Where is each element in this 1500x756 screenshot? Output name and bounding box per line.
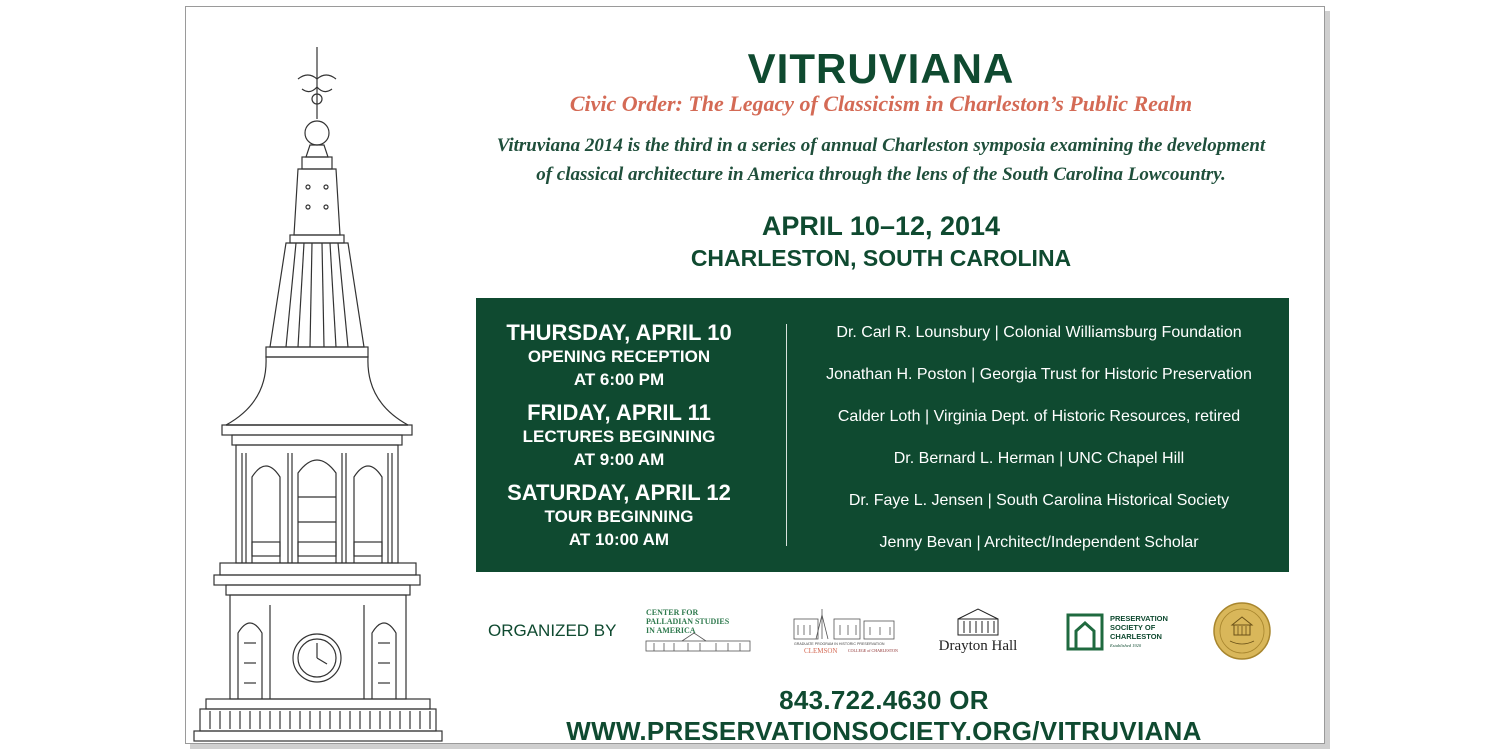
preservation-line-1: PRESERVATION xyxy=(1110,614,1168,623)
event-subtitle: Civic Order: The Legacy of Classicism in Charleston’s Public Realm xyxy=(569,91,1193,116)
palladian-studies-logo xyxy=(642,605,754,655)
speaker-item: Dr. Carl R. Lounsbury | Colonial Williamsburg Foundation xyxy=(836,324,1242,341)
speaker-item: Jenny Bevan | Architect/Independent Scholar xyxy=(879,534,1199,551)
event-intro xyxy=(486,131,1276,189)
schedule-item-saturday xyxy=(476,480,762,551)
speaker-item: Dr. Bernard L. Herman | UNC Chapel Hill xyxy=(893,450,1185,467)
clemson-program-text: GRADUATE PROGRAM IN HISTORIC PRESERVATION xyxy=(794,642,885,646)
preservation-line-2: SOCIETY OF xyxy=(1110,623,1156,632)
charleston-college-text: COLLEGE of CHARLESTON xyxy=(848,648,898,653)
clemson-text: CLEMSON xyxy=(804,647,838,655)
event-dates: APRIL 10–12, 2014 xyxy=(761,211,1001,241)
schedule-day: FRIDAY, APRIL 11 xyxy=(527,400,711,425)
schedule-divider xyxy=(786,324,787,546)
organized-by-label: ORGANIZED BY xyxy=(488,621,617,640)
intro-line-2: of classical architecture in America through the lens of the South Carolina Lowcountry. xyxy=(536,164,1226,185)
contact-line: 843.722.4630 OR WWW.PRESERVATIONSOCIETY.ORG/VITRUVIANA xyxy=(566,685,1202,744)
schedule-time: AT 9:00 AM xyxy=(573,450,665,469)
palladian-line-2: PALLADIAN STUDIES xyxy=(646,617,730,626)
speaker-item: Jonathan H. Poston | Georgia Trust for Historic Preservation xyxy=(826,366,1252,383)
flyer-card xyxy=(185,6,1325,744)
palladian-line-1: CENTER FOR xyxy=(646,608,699,617)
clemson-charleston-logo xyxy=(790,605,900,655)
preservation-line-3: CHARLESTON xyxy=(1110,632,1162,641)
schedule-item-friday xyxy=(476,400,762,471)
schedule-day: THURSDAY, APRIL 10 xyxy=(506,320,732,345)
schedule-time: AT 10:00 AM xyxy=(568,530,670,549)
speaker-list xyxy=(794,320,1284,572)
event-schedule xyxy=(476,320,762,560)
schedule-detail: OPENING RECEPTION xyxy=(527,347,711,366)
preservation-society-logo xyxy=(1064,607,1184,653)
schedule-panel xyxy=(476,298,1289,572)
schedule-detail: TOUR BEGINNING xyxy=(544,507,694,526)
event-title: VITRUVIANA xyxy=(747,45,1015,92)
schedule-detail: LECTURES BEGINNING xyxy=(522,427,716,446)
event-location: CHARLESTON, SOUTH CAROLINA xyxy=(690,245,1072,271)
drayton-hall-logo xyxy=(928,605,1028,655)
drayton-hall-text: Drayton Hall xyxy=(938,638,1018,654)
schedule-time: AT 6:00 PM xyxy=(573,370,665,389)
schedule-item-thursday xyxy=(476,320,762,391)
intro-line-1: Vitruviana 2014 is the third in a series of annual Charleston symposia examining the development xyxy=(496,135,1266,156)
steeple-illustration xyxy=(186,7,476,744)
schedule-day: SATURDAY, APRIL 12 xyxy=(507,480,731,505)
preservation-established: Established 1920 xyxy=(1110,643,1142,648)
palladian-line-3: IN AMERICA xyxy=(646,626,696,635)
speaker-item: Calder Loth | Virginia Dept. of Historic Resources, retired xyxy=(837,408,1241,425)
speaker-item: Dr. Faye L. Jensen | South Carolina Historical Society xyxy=(848,492,1230,509)
historical-society-seal xyxy=(1212,601,1272,661)
